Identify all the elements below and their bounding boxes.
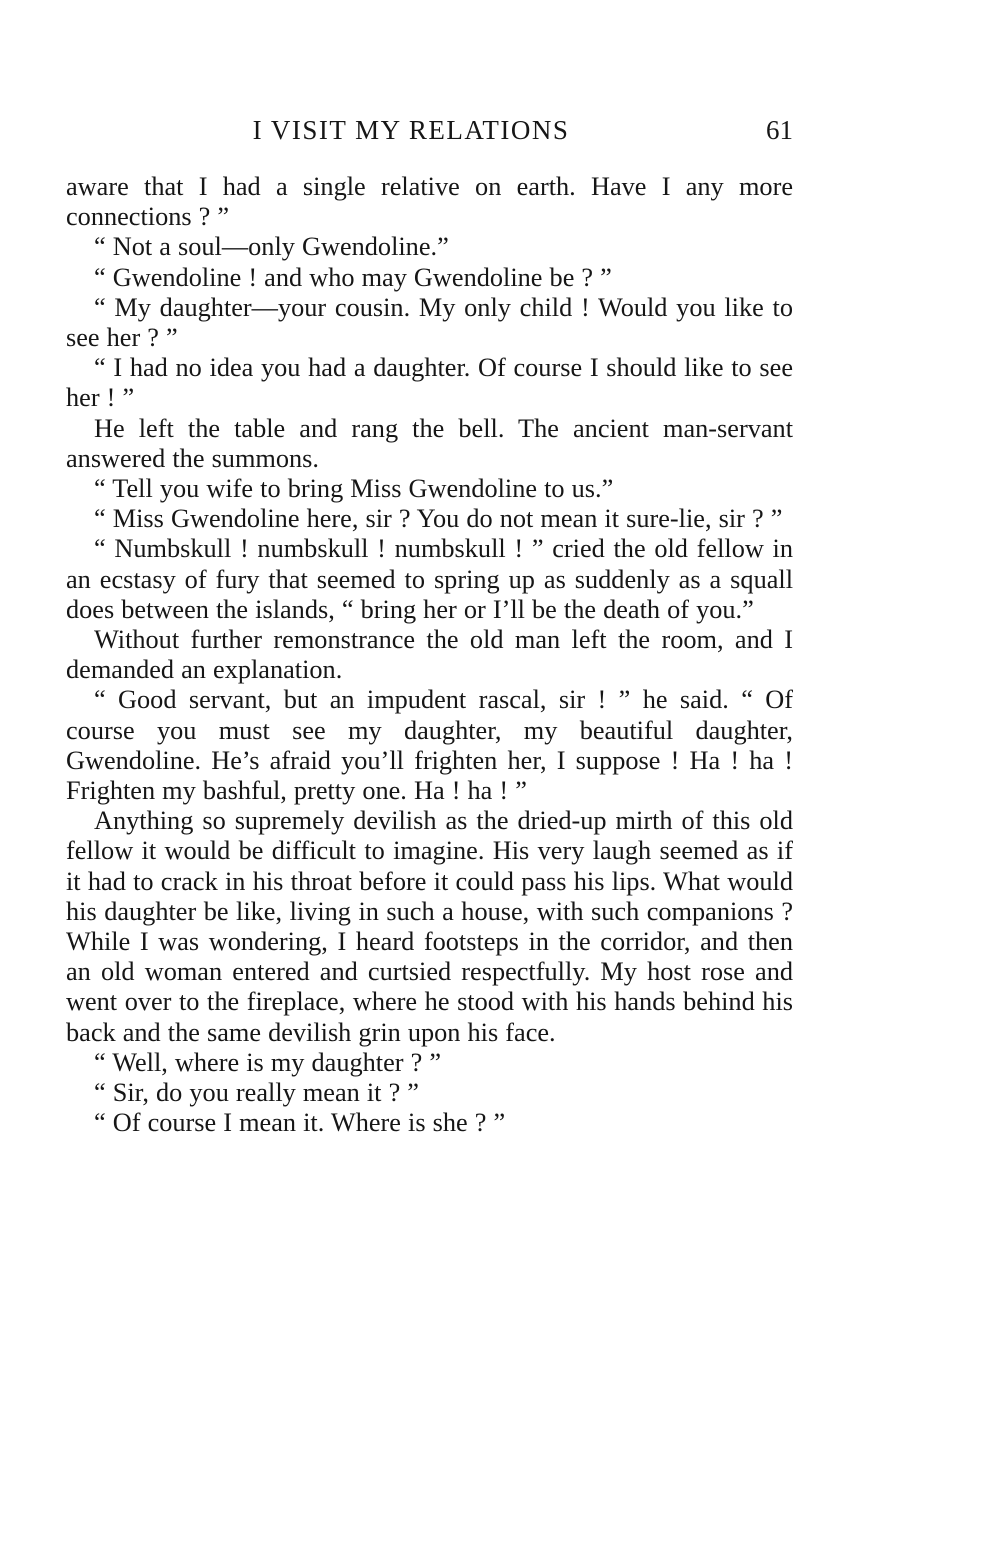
paragraph: “ Miss Gwendoline here, sir ? You do not mean it sure-lie, sir ? ” bbox=[94, 504, 783, 534]
paragraph: “ Good servant, but an impudent rascal, sir ! ” he said. “ Of course you must see my daughter, my beautiful daughter, Gwendoline. He’s afraid you’ll frighten her, I suppose ! Ha ! ha ! Frighten my bashful, pretty one. Ha ! ha ! ” bbox=[66, 685, 793, 806]
paragraph: “ Tell you wife to bring Miss Gwendoline to us.” bbox=[94, 474, 614, 504]
paragraph: “ Numbskull ! numbskull ! numbskull ! ” cried the old fellow in an ecstasy of fury that seemed to spring up as suddenly as a squall does between the islands, “ bring her or I’ll be the death of you.” bbox=[66, 534, 793, 624]
paragraph: “ Well, where is my daughter ? ” bbox=[94, 1047, 442, 1077]
paragraph: “ My daughter—your cousin. My only child ! Would you like to see her ? ” bbox=[66, 292, 793, 353]
paragraph: Without further remonstrance the old man left the room, and I demanded an explanation. bbox=[66, 625, 793, 685]
paragraph: “ Of course I mean it. Where is she ? ” bbox=[94, 1108, 506, 1138]
paragraph: “ Gwendoline ! and who may Gwendoline be ? ” bbox=[94, 262, 612, 292]
paragraph-continued: aware that I had a single relative on earth. Have I any more connections ? ” bbox=[66, 172, 793, 232]
page-number: 61 bbox=[766, 115, 793, 145]
body-text bbox=[66, 172, 793, 1139]
running-head bbox=[66, 110, 793, 150]
paragraph: He left the table and rang the bell. The ancient man-servant answered the summons. bbox=[66, 413, 793, 473]
paragraph: “ Sir, do you really mean it ? ” bbox=[94, 1078, 419, 1108]
running-title: I VISIT MY RELATIONS bbox=[252, 115, 570, 145]
paragraph: “ Not a soul—only Gwendoline.” bbox=[94, 232, 449, 262]
paragraph: Anything so supremely devilish as the dried-up mirth of this old fellow it would be difficult to imagine. His very laugh seemed as if it had to crack in his throat before it could pass his lips. What would his daughter be like, living in such a house, with such companions ? While I was wondering, I heard footsteps in the corridor, and then an old woman entered and curtsied respectfully. My host rose and went over to the fireplace, where he stood with his hands behind his back and the same devilish grin upon his face. bbox=[66, 806, 793, 1047]
paragraph: “ I had no idea you had a daughter. Of course I should like to see her ! ” bbox=[66, 353, 793, 413]
